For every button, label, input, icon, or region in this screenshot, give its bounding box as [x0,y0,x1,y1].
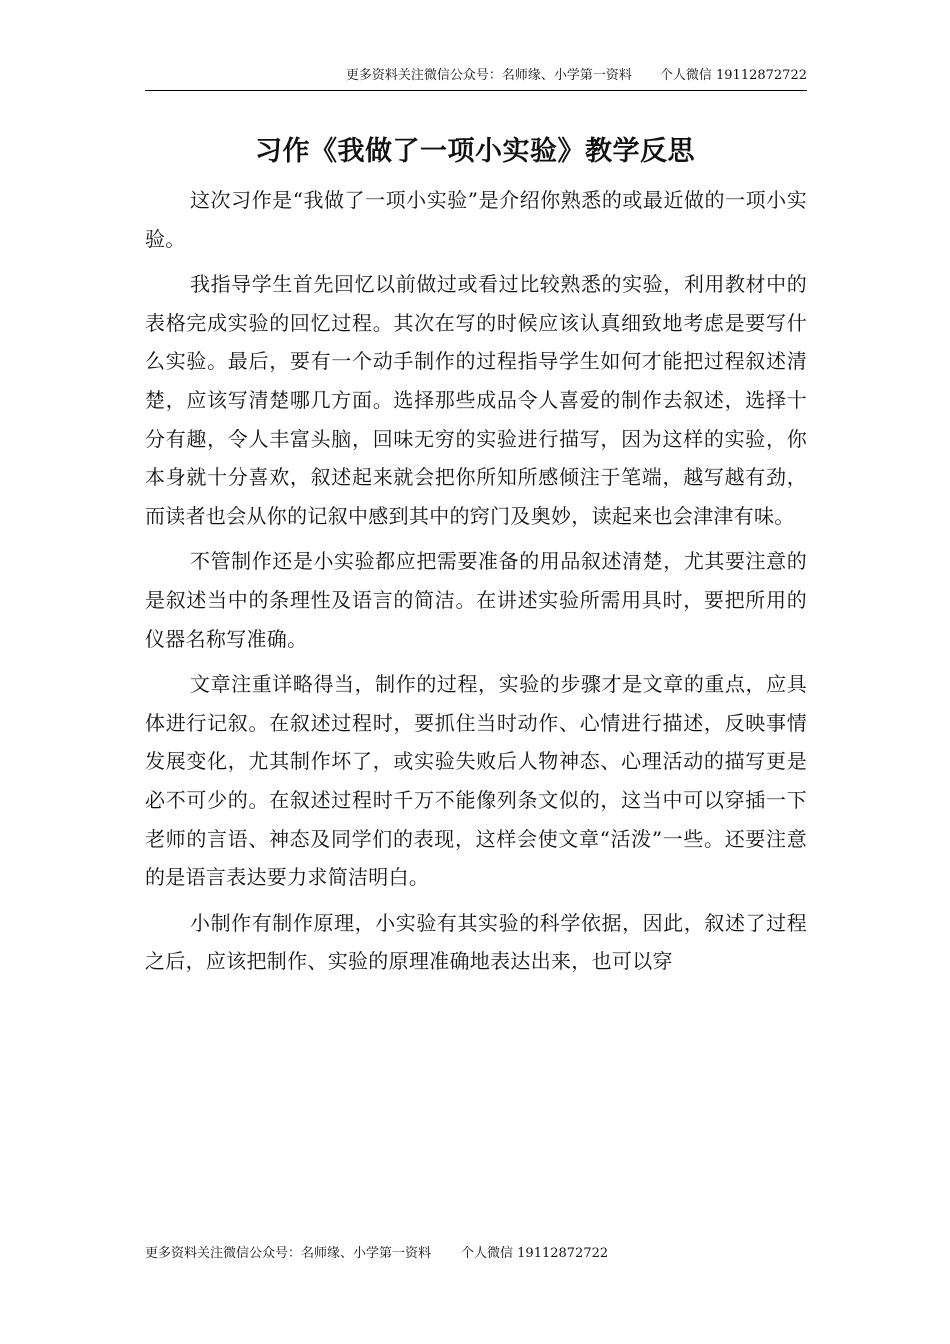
footer-contact-text: 个人微信 19112872722 [461,1246,609,1261]
footer-source-text: 更多资料关注微信公众号：名师缘、小学第一资料 [145,1246,432,1261]
document-title: 习作《我做了一项小实验》教学反思 [255,136,695,167]
page-footer [145,1246,608,1262]
paragraph-4: 文章注重详略得当，制作的过程，实验的步骤才是文章的重点，应具体进行记叙。在叙述过程时，要抓住当时动作、心情进行描述，反映事情发展变化，尤其制作坏了，或实验失败后人物神态、心理活动的描写更是必不可少的。在叙述过程时千万不能像列条文似的，这当中可以穿插一下老师的言语、神态及同学们的表现，这样会使文章“活泼”一些。还要注意的是语言表达要力求简洁明白。 [145,672,807,890]
document-body [145,181,807,981]
paragraph-1: 这次习作是“我做了一项小实验”是介绍你熟悉的或最近做的一项小实验。 [145,188,807,251]
header-contact-text: 个人微信 19112872722 [659,68,807,83]
paragraph-3: 不管制作还是小实验都应把需要准备的用品叙述清楚，尤其要注意的是叙述当中的条理性及语言的简洁。在讲述实验所需用具时，要把所用的仪器名称写准确。 [145,549,807,651]
paragraph-2: 我指导学生首先回忆以前做过或看过比较熟悉的实验，利用教材中的表格完成实验的回忆过程。其次在写的时候应该认真细致地考虑是要写什么实验。最后，要有一个动手制作的过程指导学生如何才能把过程叙述清楚，应该写清楚哪几方面。选择那些成品令人喜爱的制作去叙述，选择十分有趣，令人丰富头脑，回味无穷的实验进行描写，因为这样的实验，你本身就十分喜欢，叙述起来就会把你所知所感倾注于笔端，越写越有劲，而读者也会从你的记叙中感到其中的窍门及奥妙，读起来也会津津有味。 [145,272,807,528]
header-source-text: 更多资料关注微信公众号：名师缘、小学第一资料 [345,68,632,83]
paragraph-5: 小制作有制作原理，小实验有其实验的科学依据，因此，叙述了过程之后，应该把制作、实验的原理准确地表达出来，也可以穿 [145,910,807,974]
page-header [145,68,807,91]
